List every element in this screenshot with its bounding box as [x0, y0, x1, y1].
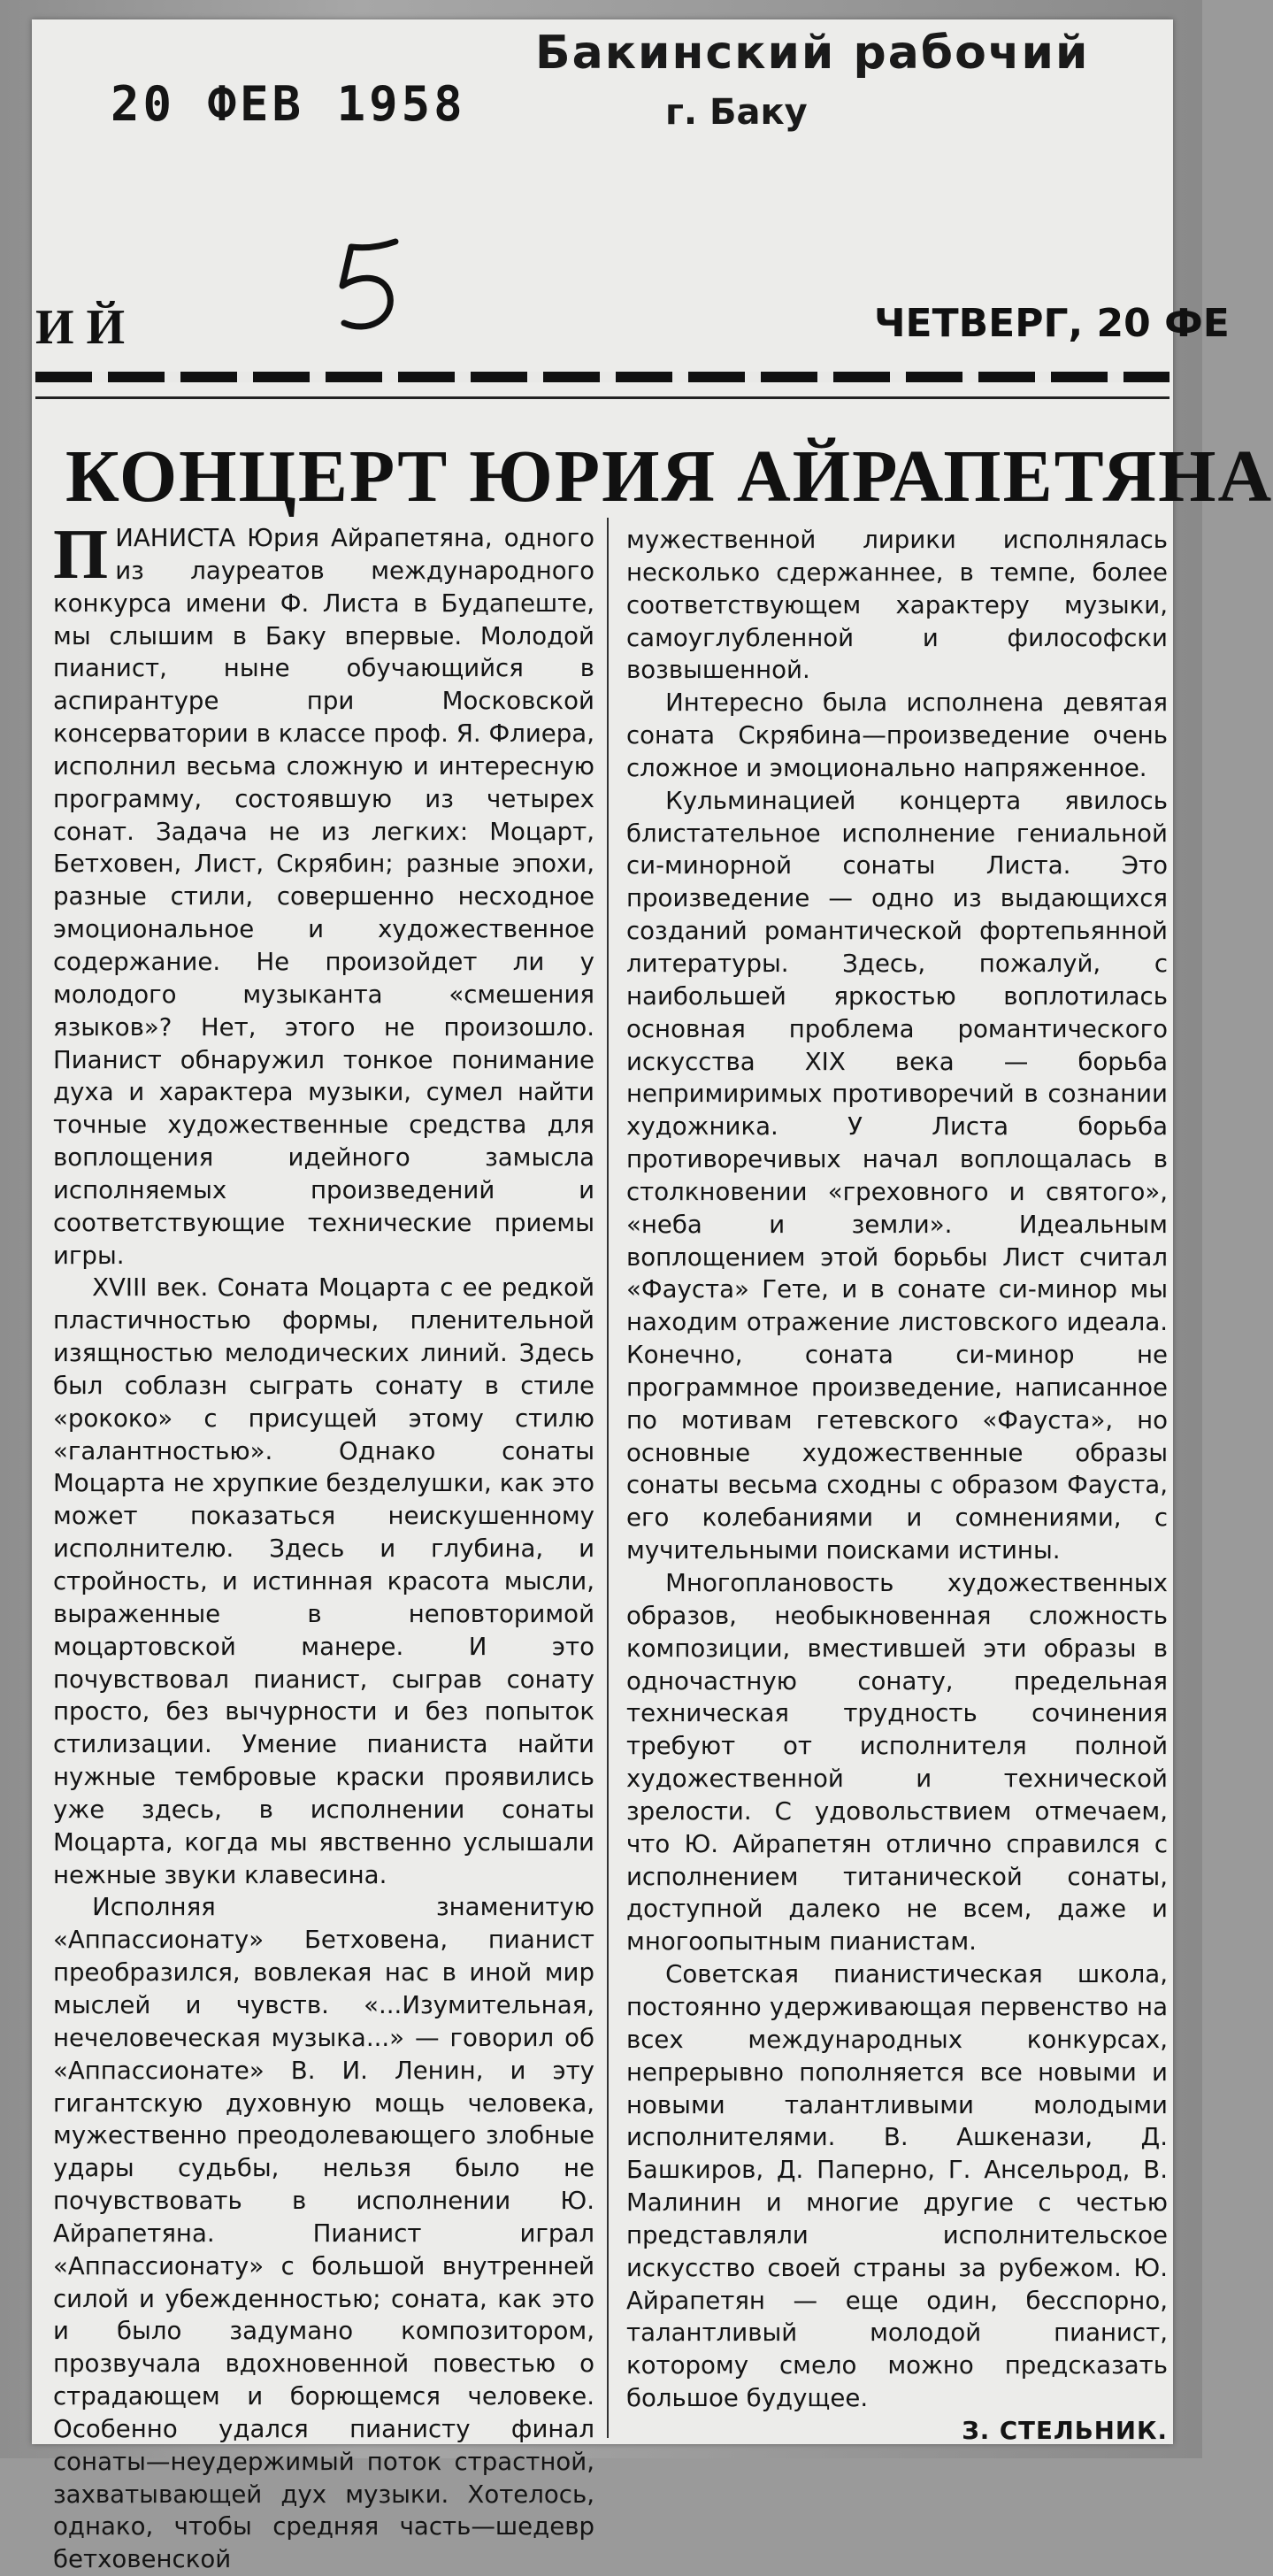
- article-paragraph: Советская пианистическая школа, постоянно удерживающая первенство на всех международных конкурсах, непрерывно пополняется все новыми и новыми талантливыми молодыми исполнителями. В. Ашкенази, Д. Башкиров, Д. Паперно, Г. Ансельрод, В. Малинин и многие другие с честью представляли исполнительское искусство своей страны за рубежом. Ю. Айрапетян — еще один, бесспорно, талантливый молодой пианист, которому смело можно предсказать большое будущее.: [626, 1959, 1168, 2413]
- article-paragraph: Многоплановость художественных образов, необыкновенная сложность композиции, вместившей эти образы в одночастную сонату, предельная техническая трудность сочинения требуют от исполнителя полной художественной и технической зрелости. С удовольствием отмечаем, что Ю. Айрапетян отлично справился с исполнением титанической сонаты, доступной далеко не всем, даже и многоопытным пианистам.: [626, 1568, 1168, 1957]
- article-paragraph: Интересно была исполнена девятая соната Скрябина—произведение очень сложное и эмоционально напряженное.: [626, 688, 1168, 782]
- article-paragraph: ПИАНИСТА Юрия Айрапетяна, одного из лауреатов международного конкурса имени Ф. Листа в Будапеште, мы слышим в Баку впервые. Молодой пианист, ныне обучающийся в аспирантуре при Московской консерватории в классе проф. Я. Флиера, исполнил весьма сложную и интересную программу, состоявшую из четырех сонат. Задача не из легких: Моцарт, Бетховен, Лист, Скрябин; разные эпохи, разные стили, совершенно несходное эмоциональное и художественное содержание. Не произойдет ли у молодого музыканта «смешения языков»? Нет, этого не произошло. Пианист обнаружил тонкое понимание духа и характера музыки, сумел найти точные художественные средства для воплощения идейного замысла исполняемых произведений и соответствующие технические приемы игры.: [53, 516, 594, 1270]
- handwritten-number-mark: [332, 221, 411, 341]
- article-column-left: [53, 516, 594, 2576]
- author-signature: З. СТЕЛЬНИК.: [962, 2415, 1168, 2445]
- drop-cap: П: [53, 516, 109, 594]
- newspaper-name-stamp: Бакинский рабочий: [535, 27, 1090, 80]
- archive-date-stamp: 20 ФЕВ 1958: [111, 76, 466, 132]
- masthead-rule: [35, 372, 1169, 382]
- article-paragraph: XVIII век. Соната Моцарта с ее редкой пластичностью формы, пленительной изящностью мелодических линий. Здесь был соблазн сыграть сонату в стиле «рококо» с присущей этому стилю «галантностью». Однако сонаты Моцарта не хрупкие безделушки, как это может показаться неискушенному исполнителю. Здесь и глубина, и стройность, и истинная красота мысли, выраженные в неповторимой моцартовской манере. И это почувствовал пианист, сыграв сонату просто, без вычурности и без попыток стилизации. Умение пианиста найти нужные тембровые краски проявились уже здесь, в исполнении сонаты Моцарта, когда мы явственно услышали нежные звуки клавесина.: [53, 1273, 594, 1889]
- masthead-fragment: И Й: [35, 300, 126, 355]
- article-paragraph: Исполняя знаменитую «Аппассионату» Бетховена, пианист преобразился, вовлекая нас в иной мир мыслей и чувств. «...Изумительная, нечеловеческая музыка...» — говорил об «Аппассионате» В. И. Ленин, и эту гигантскую духовную мощь человека, мужественно преодолевающего злобные удары судьбы, нельзя было не почувствовать в исполнении Ю. Айрапетяна. Пианист играл «Аппассионату» с большой внутренней силой и убежденностью; соната, как это и было задумано композитором, прозвучала вдохновенной повестью о страдающем и борющемся человеке. Особенно удался пианисту финал сонаты—неудержимый поток страстной, захватывающей дух музыки. Хотелось, однако, чтобы средняя часть—шедевр бетховенской: [53, 1892, 594, 2574]
- city-stamp: г. Баку: [665, 92, 808, 133]
- article-column-right: [626, 524, 1168, 2448]
- article-paragraph: мужественной лирики исполнялась несколько сдержаннее, в темпе, более соответствующем характеру музыки, самоуглубленной и философски возвышенной.: [626, 525, 1168, 685]
- article-paragraph: Кульминацией концерта явилось блистательное исполнение гениальной си-минорной сонаты Листа. Это произведение — одно из выдающихся созданий романтической фортепьянной литературы. Здесь, пожалуй, с наибольшей яркостью воплотилась основная проблема романтического искусства XIX века — борьба непримиримых противоречий в сознании художника. У Листа борьба противоречивых начал воплощалась в столкновении «греховного и святого», «неба и земли». Идеальным воплощением этой борьбы Лист считал «Фауста» Гете, и в сонате си-минор мы находим отражение листовского идеала. Конечно, соната си-минор не программное произведение, написанное по мотивам гетевского «Фауста», но основные художественные образы сонаты весьма сходны с образом Фауста, его колебаниями и сомнениями, с мучительными поисками истины.: [626, 785, 1168, 1565]
- svg-text:5: 5: [332, 221, 341, 238]
- masthead-issue-date: ЧЕТВЕРГ, 20 ФЕ: [874, 301, 1230, 346]
- article-title: КОНЦЕРТ ЮРИЯ АЙРАПЕТЯНА: [65, 435, 1273, 518]
- column-divider: [607, 518, 609, 2438]
- masthead-thin-rule: [35, 396, 1169, 399]
